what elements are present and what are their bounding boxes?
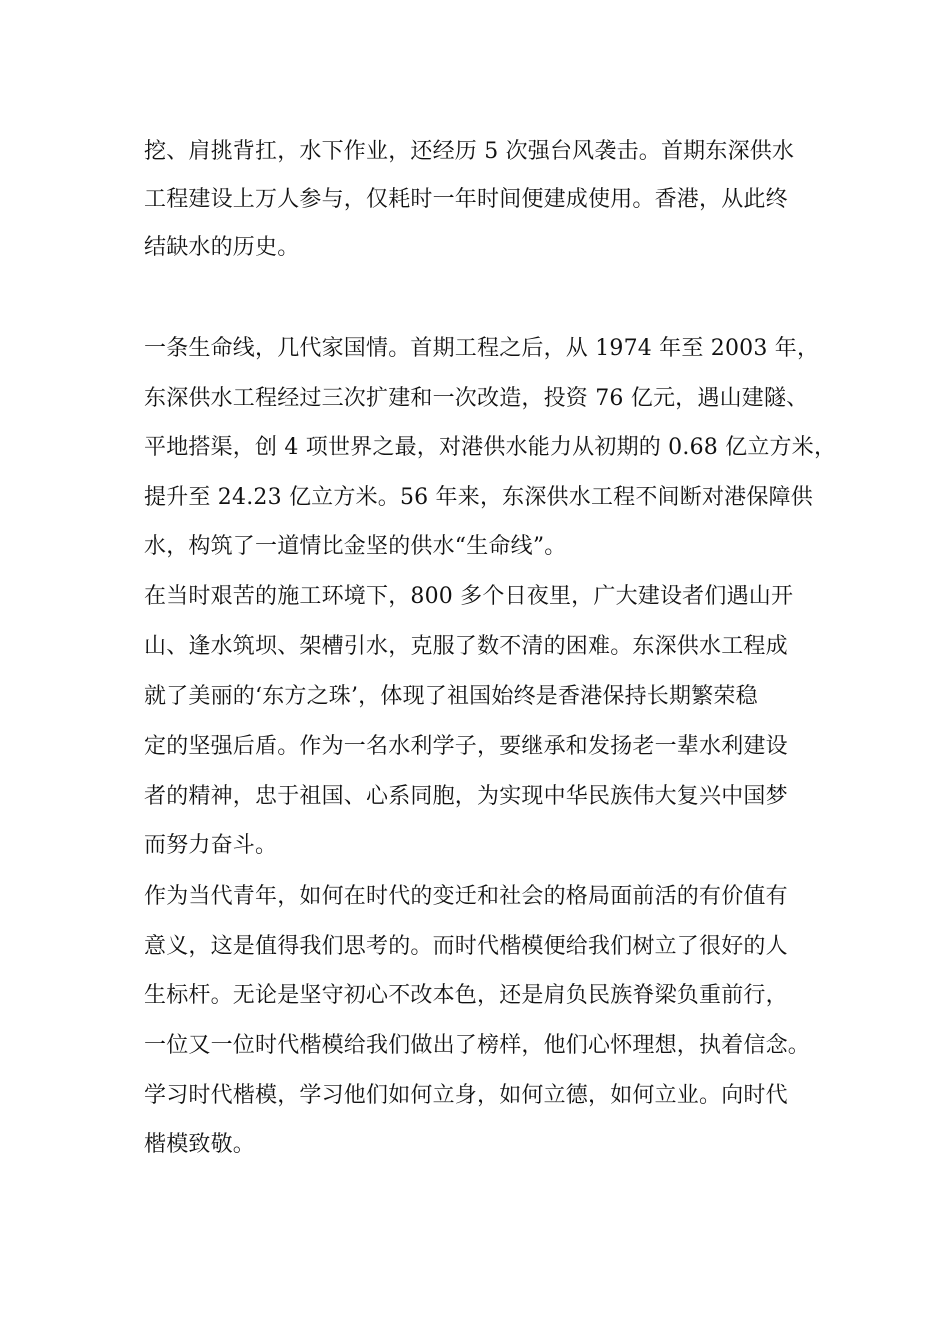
paragraph-2-line-1: 一条生命线，几代家国情。首期工程之后，从 1974 年至 2003 年， xyxy=(144,336,820,361)
paragraph-1-line-1: 挖、肩挑背扛，水下作业，还经历 5 次强台风袭击。首期东深供水 xyxy=(144,139,795,164)
paragraph-3-line-5: 者的精神，忠于祖国、心系同胞，为实现中华民族伟大复兴中国梦 xyxy=(144,784,788,809)
paragraph-4-line-1: 作为当代青年，如何在时代的变迁和社会的格局面前活的有价值有 xyxy=(144,884,788,909)
paragraph-2-line-5: 水，构筑了一道情比金坚的供水“生命线”。 xyxy=(144,534,567,559)
paragraph-2-line-4: 提升至 24.23 亿立方米。56 年来，东深供水工程不间断对港保障供 xyxy=(144,485,813,510)
paragraph-4-line-6: 楷模致敬。 xyxy=(144,1132,256,1157)
paragraph-4-line-4: 一位又一位时代楷模给我们做出了榜样，他们心怀理想，执着信念。 xyxy=(144,1033,811,1058)
paragraph-3-line-1: 在当时艰苦的施工环境下，800 多个日夜里，广大建设者们遇山开 xyxy=(144,584,794,609)
paragraph-4-line-5: 学习时代楷模，学习他们如何立身，如何立德，如何立业。向时代 xyxy=(144,1083,788,1108)
paragraph-3-line-6: 而努力奋斗。 xyxy=(144,833,278,858)
paragraph-1-line-3: 结缺水的历史。 xyxy=(144,235,300,260)
paragraph-4-line-3: 生标杆。无论是坚守初心不改本色，还是肩负民族脊梁负重前行， xyxy=(144,983,788,1008)
paragraph-3-line-4: 定的坚强后盾。作为一名水利学子，要继承和发扬老一辈水利建设 xyxy=(144,734,788,759)
paragraph-3-line-3: 就了美丽的‘东方之珠’，体现了祖国始终是香港保持长期繁荣稳 xyxy=(144,684,758,709)
paragraph-2-line-2: 东深供水工程经过三次扩建和一次改造，投资 76 亿元，遇山建隧、 xyxy=(144,386,809,411)
paragraph-3-line-2: 山、逢水筑坝、架槽引水，克服了数不清的困难。东深供水工程成 xyxy=(144,634,788,659)
paragraph-1-line-2: 工程建设上万人参与，仅耗时一年时间便建成使用。香港，从此终 xyxy=(144,187,788,212)
paragraph-2-line-3: 平地搭渠，创 4 项世界之最，对港供水能力从初期的 0.68 亿立方米， xyxy=(144,435,837,460)
paragraph-4-line-2: 意义，这是值得我们思考的。而时代楷模便给我们树立了很好的人 xyxy=(144,934,788,959)
